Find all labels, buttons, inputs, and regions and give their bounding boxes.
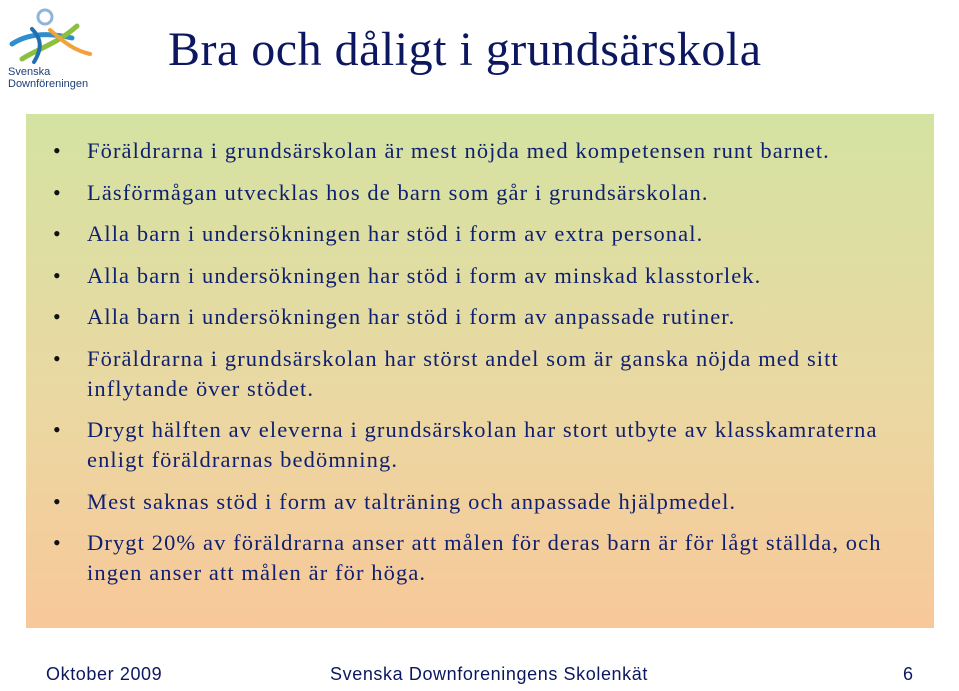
bullet-icon: • <box>53 179 62 205</box>
bullet-text: Drygt 20% av föräldrarna anser att målen för deras barn är för lågt ställda, och ingen anser att målen är för höga. <box>87 530 882 585</box>
logo-figure-icon <box>2 4 102 66</box>
bullet-item <box>26 344 916 404</box>
bullet-item <box>26 261 916 291</box>
bullet-item <box>26 528 916 588</box>
bullet-icon: • <box>53 488 62 514</box>
bullet-icon: • <box>53 345 62 371</box>
bullet-item <box>26 219 916 249</box>
content-box <box>26 114 934 628</box>
bullet-item <box>26 415 916 475</box>
bullet-icon: • <box>53 138 62 163</box>
bullet-item <box>26 178 916 208</box>
slide-title: Bra och dåligt i grundsärskola <box>168 23 762 76</box>
footer-title: Svenska Downforeningens Skolenkät <box>330 664 648 684</box>
bullet-icon: • <box>53 530 62 555</box>
bullet-text: Drygt hälften av eleverna i grundsärskolan har stort utbyte av klasskamraterna enligt föräldrarnas bedömning. <box>87 417 878 472</box>
bullet-item <box>26 136 916 166</box>
bullet-text: Föräldrarna i grundsärskolan har störst andel som är ganska nöjda med sitt inflytande över stödet. <box>87 345 839 401</box>
logo-text-line1: Svenska <box>8 66 51 78</box>
logo-text <box>8 66 88 90</box>
page-number: 6 <box>903 664 914 684</box>
bullet-icon: • <box>53 221 62 246</box>
bullet-icon: • <box>53 417 62 442</box>
bullet-text: Alla barn i undersökningen har stöd i form av minskad klasstorlek. <box>87 262 762 288</box>
logo-text-line2: Downföreningen <box>8 78 89 90</box>
bullet-text: Alla barn i undersökningen har stöd i form av anpassade rutiner. <box>87 304 736 329</box>
bullet-item <box>26 302 916 332</box>
bullet-icon: • <box>53 262 62 288</box>
organization-logo <box>2 4 102 94</box>
bullet-text: Läsförmågan utvecklas hos de barn som går i grundsärskolan. <box>87 179 709 205</box>
bullet-text: Mest saknas stöd i form av talträning och anpassade hjälpmedel. <box>87 488 737 514</box>
bullet-text: Föräldrarna i grundsärskolan är mest nöjda med kompetensen runt barnet. <box>87 138 830 163</box>
bullet-text: Alla barn i undersökningen har stöd i form av extra personal. <box>87 221 704 246</box>
bullet-icon: • <box>53 304 62 329</box>
bullet-item <box>26 487 916 517</box>
bullet-list <box>26 136 916 600</box>
footer-date: Oktober 2009 <box>46 664 163 684</box>
